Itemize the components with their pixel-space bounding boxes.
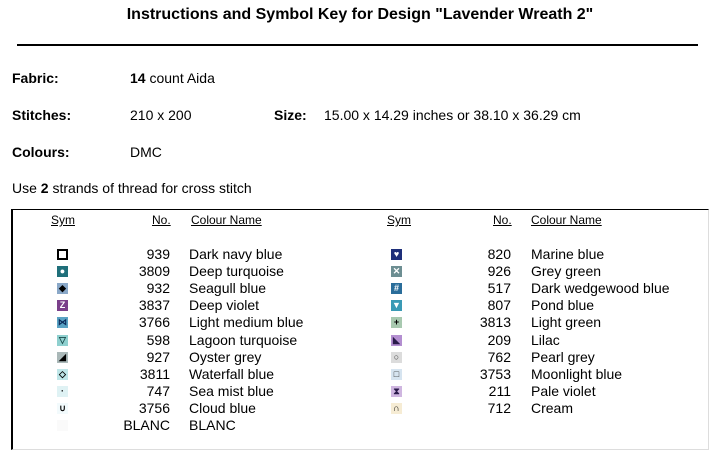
colour-number: 3756 [138, 399, 170, 416]
list-item [0, 280, 720, 297]
colour-name: Pond blue [531, 297, 595, 314]
blank-icon [57, 420, 68, 431]
colour-number: 598 [146, 331, 170, 348]
colour-name: Lilac [531, 331, 560, 348]
size-value: 15.00 x 14.29 inches or 38.10 x 36.29 cm [324, 107, 581, 123]
colour-name: Marine blue [531, 246, 605, 262]
half-triangle-icon: ◣ [391, 335, 402, 346]
no-header-right: No. [493, 213, 512, 227]
strands-count: 2 [40, 180, 49, 196]
page-title: Instructions and Symbol Key for Design "Lavender Wreath 2" [126, 6, 594, 23]
colour-number: 747 [146, 382, 170, 399]
sym-header-left: Sym [51, 213, 75, 227]
z-letter-icon: Z [57, 300, 68, 311]
diamond-outline-icon: ◇ [57, 369, 68, 380]
list-item [0, 297, 720, 314]
colour-name: Waterfall blue [189, 365, 275, 382]
list-item [0, 366, 720, 383]
colour-number: 3809 [138, 263, 170, 280]
list-item [0, 314, 720, 331]
no-header-left: No. [152, 213, 171, 227]
colour-name: Dark navy blue [189, 246, 283, 262]
hash-icon: # [391, 283, 402, 294]
list-item [0, 400, 720, 417]
fabric-count: 14 [130, 70, 146, 86]
colour-name: Seagull blue [189, 280, 267, 297]
x-mark-icon: ✕ [392, 266, 401, 277]
colour-number: 926 [487, 263, 511, 280]
colour-name: Cream [531, 399, 574, 416]
strands-pre: Use [12, 180, 37, 196]
colours-value: DMC [130, 144, 162, 160]
colour-number: 927 [146, 348, 170, 365]
colour-name-header-left: Colour Name [191, 213, 262, 227]
heart-icon: ♥ [391, 249, 402, 260]
list-item [0, 383, 720, 400]
stitches-value: 210 x 200 [130, 107, 192, 123]
colour-name: Dark wedgewood blue [531, 280, 670, 297]
dot-icon: · [57, 386, 68, 397]
fabric-label: Fabric: [12, 70, 59, 86]
colour-name: BLANC [189, 417, 236, 433]
colour-number: 932 [146, 280, 170, 297]
arch-icon: ∩ [391, 403, 402, 414]
colour-number: 712 [487, 399, 511, 416]
colour-name: Light green [531, 314, 602, 331]
diamond-icon: ◆ [57, 283, 68, 294]
title-divider [17, 44, 698, 46]
colour-name: Grey green [531, 263, 602, 280]
colour-name: Deep violet [189, 297, 260, 314]
colour-number: 209 [487, 331, 511, 348]
list-item [0, 263, 720, 280]
colour-number: 939 [146, 246, 170, 262]
circle-outline-icon: ○ [391, 352, 402, 363]
colour-name: Pearl grey [531, 348, 595, 365]
colour-name: Oyster grey [189, 348, 262, 365]
colour-name-header-right: Colour Name [531, 213, 602, 227]
size-label: Size: [274, 107, 307, 123]
colour-name: Pale violet [531, 382, 596, 399]
triangle-down-icon: ▽ [57, 335, 68, 346]
square-outline-icon: □ [391, 369, 402, 380]
colour-number: 3811 [139, 365, 170, 382]
list-item [0, 246, 720, 263]
list-item [0, 417, 720, 434]
colour-number: 3766 [138, 314, 170, 331]
strands-instruction [12, 180, 252, 196]
fabric-type: count Aida [149, 70, 215, 86]
triangle-down-icon: ▼ [392, 300, 401, 311]
colour-name: Moonlight blue [531, 365, 623, 382]
list-item [0, 332, 720, 349]
colour-number: 3753 [479, 365, 511, 382]
colour-number: 820 [487, 246, 511, 262]
colour-number: 807 [487, 297, 511, 314]
hourglass-icon: ⧗ [391, 386, 402, 397]
colour-name: Deep turquoise [189, 263, 284, 280]
fabric-value [130, 70, 215, 86]
colour-number: 517 [487, 280, 511, 297]
colour-name: Sea mist blue [189, 382, 274, 399]
colour-name: Cloud blue [189, 399, 256, 416]
colour-name: Light medium blue [189, 314, 304, 331]
list-item [0, 349, 720, 366]
strands-post: strands of thread for cross stitch [52, 180, 252, 196]
colour-name: Lagoon turquoise [189, 331, 298, 348]
circle-icon: ● [57, 266, 68, 277]
colour-number: 211 [488, 382, 511, 399]
colour-number: 762 [487, 348, 511, 365]
cup-icon: ∪ [57, 403, 68, 414]
plus-icon: + [391, 317, 402, 328]
colour-number: 3837 [138, 297, 170, 314]
bowtie-icon: ⋈ [58, 317, 67, 328]
colour-number: 3813 [479, 314, 511, 331]
sym-header-right: Sym [387, 213, 411, 227]
colour-number: BLANC [123, 417, 170, 433]
stitches-label: Stitches: [12, 107, 72, 123]
half-triangle-icon: ◢ [57, 352, 68, 363]
colours-label: Colours: [12, 144, 70, 160]
